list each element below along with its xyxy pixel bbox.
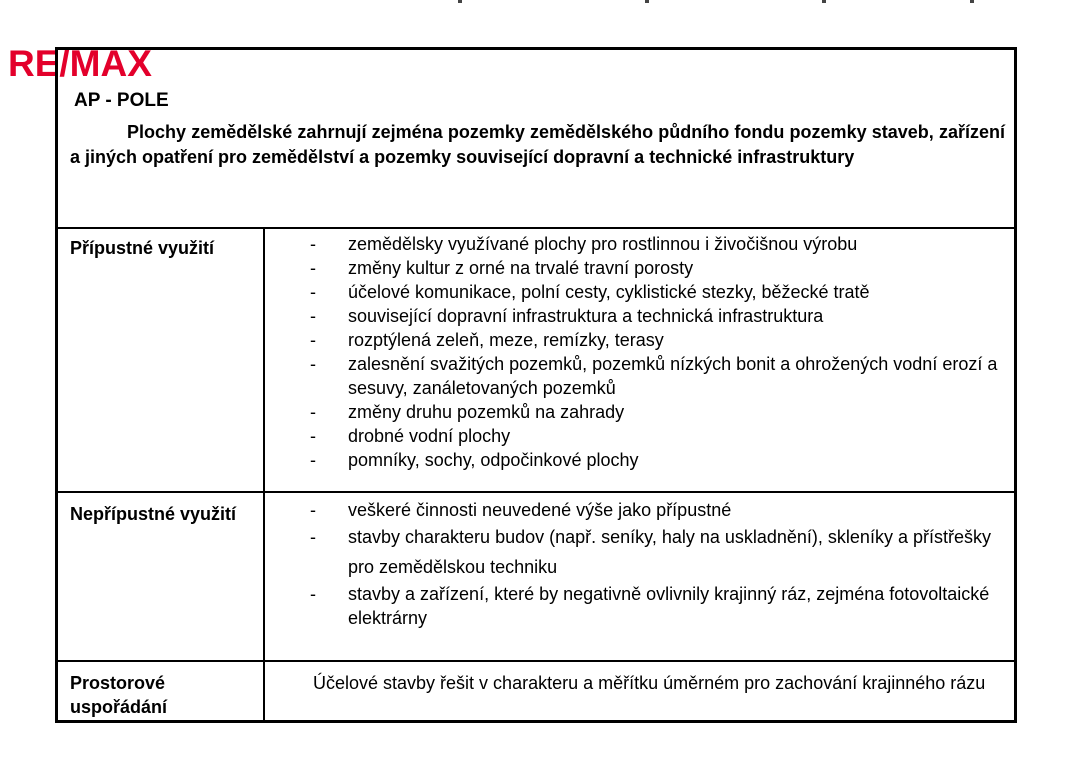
row-label: Nepřípustné využití [70,504,237,524]
regulation-table [55,47,1017,723]
list-item: - související dopravní infrastruktura a technická infrastruktura [310,304,1010,328]
item-list [310,232,1010,472]
list-item: - změny druhu pozemků na zahrady [310,400,1010,424]
list-item: - účelové komunikace, polní cesty, cyklistické stezky, běžecké tratě [310,280,1010,304]
list-item: - pomníky, sochy, odpočinkové plochy [310,448,1010,472]
list-item: - drobné vodní plochy [310,424,1010,448]
list-item: - rozptýlená zeleň, meze, remízky, terasy [310,328,1010,352]
row-pripustne [58,227,1014,493]
zone-description: Plochy zemědělské zahrnují zejména pozemky zemědělského půdního fondu pozemky staveb, zařízení a jiných opatření pro zemědělství a pozemky související dopravní a technické infrastruktury [70,122,1005,167]
list-item: - změny kultur z orné na trvalé travní porosty [310,256,1010,280]
item-list [310,498,1010,630]
zone-title: AP - POLE [74,90,169,111]
column-divider [263,493,265,660]
list-item: - zemědělsky využívané plochy pro rostlinnou i živočišnou výrobu [310,232,1010,256]
row-label: Přípustné využití [70,238,215,258]
row-label: Prostorové uspořádání [70,673,168,717]
column-divider [263,227,265,491]
list-item: - zalesnění svažitých pozemků, pozemků nízkých bonit a ohrožených vodní erozí a sesuvy, zanáletovaných pozemků [310,352,1010,400]
row-prostorove [58,662,1014,720]
remax-logo: RE/MAX [8,43,152,84]
prostorove-text: Účelové stavby řešit v charakteru a měřítku úměrném pro zachování krajinného rázu [313,673,986,693]
table-header [58,50,1014,229]
list-item: - stavby charakteru budov (např. seníky, haly na uskladnění), skleníky a přístřešky pro zemědělskou techniku [310,522,1010,582]
row-nepripustne [58,493,1014,662]
cropped-text-line [440,0,1000,4]
column-divider [263,662,265,720]
list-item: - veškeré činnosti neuvedené výše jako přípustné [310,498,1010,522]
list-item: - stavby a zařízení, které by negativně ovlivnily krajinný ráz, zejména fotovoltaické elektrárny [310,582,1010,630]
